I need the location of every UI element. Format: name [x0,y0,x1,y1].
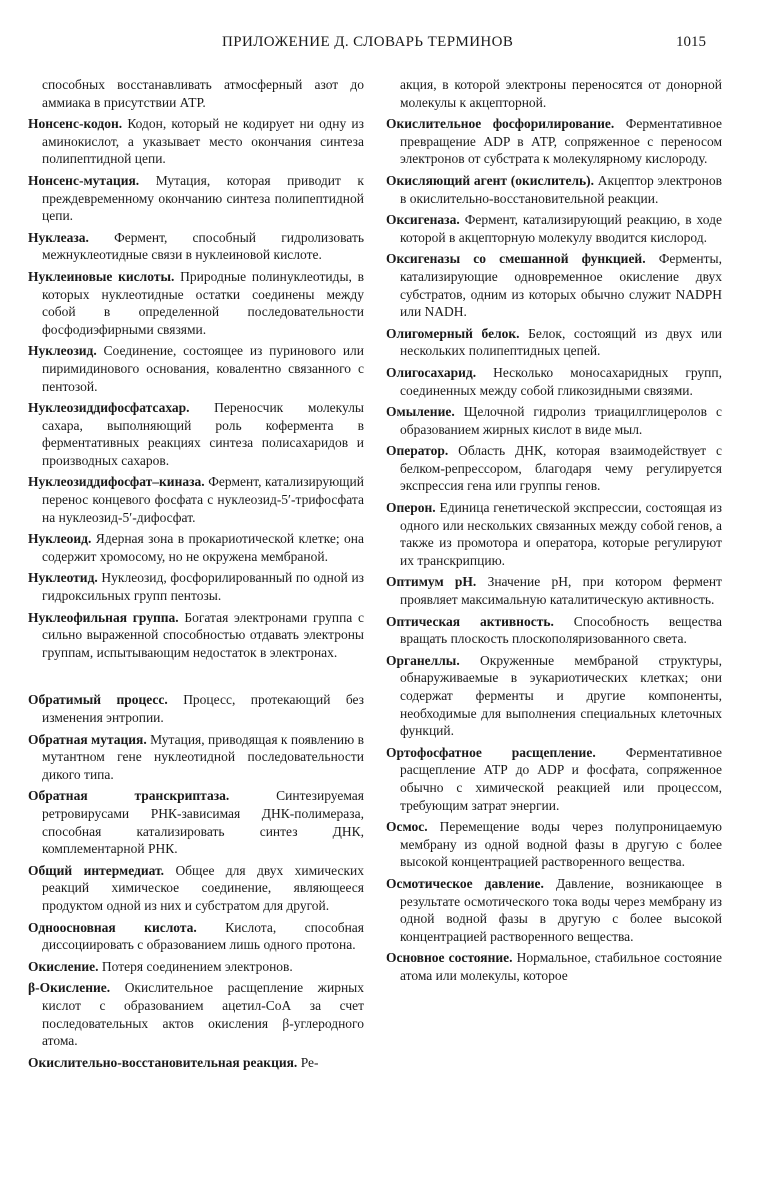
glossary-term: Обратная транскриптаза. [28,788,230,804]
glossary-term: Оперон. [386,500,436,516]
glossary-definition: акция, в которой электроны переносятся от донорной молекулы к акцепторной. [400,77,722,110]
glossary-entry [386,325,722,360]
glossary-definition: Ре- [300,1054,319,1070]
glossary-definition: Переносчик молекулы сахара, выполняющий роль кофермента в ферментативных реакциях синтеза полисахаридов и производных сахаров. [42,400,364,468]
glossary-term: Ортофосфатное расщепление. [386,744,596,760]
glossary-term: Олигомерный белок. [386,325,520,341]
glossary-definition: Ферментативное превращение ADP в АТР, сопряженное с переносом электронов от субстрата к молекулярному кислороду. [400,116,722,167]
glossary-definition: Ядерная зона в прокариотической клетке; она содержит хромосому, но не окружена мембраной. [42,531,364,564]
glossary-term: Нонсенс-кодон. [28,116,123,132]
glossary-entry [386,818,722,871]
glossary-entry [28,115,364,168]
glossary-term: Окисляющий агент (окислитель). [386,172,595,188]
glossary-entry [28,229,364,264]
glossary-term: Окислительное фосфорилирование. [386,116,615,132]
glossary-term: Оксигеназа. [386,212,460,228]
glossary-entry [28,172,364,225]
glossary-entry [28,342,364,395]
glossary-definition: Процесс, протекающий без изменения энтропии. [42,692,365,725]
glossary-entry-continued [28,76,364,111]
glossary-term: Нонсенс-мутация. [28,172,140,188]
glossary-definition: Ферменты, катализирующие одновременное окисление двух субстратов, одним из которых обычно служит NADPH или NADH. [400,251,722,320]
page-number: 1015 [676,34,706,50]
glossary-entry [28,979,364,1049]
glossary-term: Основное состояние. [386,950,513,966]
glossary-term: Нуклеозиддифосфатсахар. [28,400,190,416]
glossary-term: Нуклеотид. [28,570,98,586]
glossary-definition: Щелочной гидролиз триацилглицеролов с образованием жирных кислот в виде мыл. [400,404,723,437]
glossary-term: Нуклеоид. [28,531,92,547]
glossary-term: Оператор. [386,443,449,459]
glossary-term: Оптимум рН. [386,574,477,590]
glossary-definition: Давление, возникающее в результате осмотического тока воды через мембрану из одной водной фазы в другую с более высокой концентрацией растворенного вещества. [400,875,723,944]
glossary-definition: Область ДНК, которая взаимодействует с белком-репрессором, благодаря чему регулируется экспрессия гена или группы генов. [400,443,723,494]
right-column [386,76,722,989]
glossary-definition: способных восстанавливать атмосферный азот до аммиака в присутствии АТР. [42,77,364,110]
glossary-definition: Фермент, катализирующий перенос концевого фосфата с нуклеозид-5′-трифосфата на нуклеозид-5′-дифосфат. [42,474,365,525]
glossary-term: Общий интермедиат. [28,862,165,878]
glossary-term: Олигосахарид. [386,364,477,380]
glossary-term: Органеллы. [386,652,460,668]
glossary-term: Оптическая активность. [386,613,554,629]
glossary-definition: Соединение, состоящее из пуринового или пиримидинового основания, ковалентно связанного с пентозой. [42,343,365,394]
glossary-definition: Нуклеозид, фосфорилированный по одной из гидроксильных групп пентозы. [42,570,365,604]
glossary-term: Нуклеозид. [28,343,97,359]
glossary-term: Нуклеиновые кислоты. [28,268,175,284]
glossary-definition: Способность вещества вращать плоскость плоскополяризованного света. [400,613,722,647]
glossary-definition: Окислительное расщепление жирных кислот с образованием ацетил-СоА за счет последовательных актов окисления β-углеродного атома. [42,980,365,1049]
glossary-definition: Мутация, приводящая к появлению в мутантном гене нуклеотидной последовательности дикого типа. [42,731,364,782]
glossary-term: Осмотическое давление. [386,875,544,891]
glossary-term: Окислительно-восстановительная реакция. [28,1054,298,1070]
glossary-definition: Потеря соединением электронов. [101,958,293,974]
glossary-entry [28,787,364,857]
glossary-entry [386,652,722,740]
glossary-definition: Кислота, способная диссоциировать с образованием лишь одного протона. [42,919,364,953]
glossary-entry [28,530,364,565]
glossary-entry [386,250,722,320]
glossary-definition: Нормальное, стабильное состояние атома или молекулы, которое [400,950,723,983]
left-column [28,76,364,1075]
glossary-definition: Акцептор электронов в окислительно-восстановительной реакции. [400,172,723,206]
glossary-entry [28,919,364,954]
glossary-entry [386,172,722,207]
glossary-entry [28,731,364,784]
glossary-term: Осмос. [386,819,428,835]
glossary-definition: Богатая электронами группа с сильно выраженной способностью отдавать электроны группам, испытывающим недостаток в электронах. [42,609,365,660]
glossary-entry [28,569,364,604]
glossary-definition: Фермент, катализирующий реакцию, в ходе которой в акцепторную молекулу вводится кислород. [400,212,722,245]
glossary-definition: Мутация, которая приводит к преждевременному окончанию синтеза полипептидной цепи. [42,172,364,224]
glossary-entry [386,442,722,495]
glossary-definition: Синтезируемая ретровирусами РНК-зависимая ДНК-полимераза, способная катализировать синтез ДНК, комплементарной РНК. [42,788,364,857]
glossary-entry [28,609,364,662]
glossary-entry [386,364,722,399]
glossary-entry [28,691,364,726]
glossary-entry [386,875,722,945]
glossary-definition: Перемещение воды через полупроницаемую мембрану из одной водной фазы в другую с более высокой концентрацией растворенного вещества. [400,819,722,870]
glossary-definition: Кодон, который не кодирует ни одну из аминокислот, а указывает место окончания синтеза полипептидной цепи. [42,116,364,167]
page-header [0,34,773,58]
glossary-term: Обратимый процесс. [28,692,168,708]
glossary-definition: Единица генетической экспрессии, состоящая из одного или нескольких связанных между собой генов, а также из промотора и оператора, которые регулируют их транскрипцию. [400,500,722,568]
glossary-term: Нуклеаза. [28,229,89,245]
glossary-entry [28,268,364,338]
glossary-entry [386,211,722,246]
glossary-entry [386,573,722,608]
glossary-term: Нуклеозиддифосфат–киназа. [28,474,205,490]
glossary-definition: Белок, состоящий из двух или нескольких полипептидных цепей. [400,325,723,359]
glossary-term: Обратная мутация. [28,731,147,747]
glossary-term: Окисление. [28,958,99,974]
running-title: ПРИЛОЖЕНИЕ Д. СЛОВАРЬ ТЕРМИНОВ [222,34,514,50]
glossary-definition: Природные полинуклеотиды, в которых нуклеотидные остатки соединены между собой в определенной последовательности фосфодиэфирными связями. [42,268,364,337]
glossary-entry [28,958,364,976]
glossary-entry [28,399,364,469]
glossary-definition: Значение рН, при котором фермент проявляет максимальную каталитическую активность. [400,574,722,608]
glossary-entry [386,744,722,814]
glossary-entry [386,499,722,569]
glossary-definition: Окруженные мембраной структуры, обнаруживаемые в эукариотических клетках; они содержат ферменты и другие компоненты, необходимые для выполнения специальных клеточных функций. [400,652,722,739]
glossary-entry [28,1054,364,1072]
glossary-entry [28,473,364,526]
glossary-entry [28,862,364,915]
glossary-entry [386,949,722,984]
glossary-term: Одноосновная кислота. [28,919,197,935]
glossary-entry [386,613,722,648]
glossary-term: Оксигеназы со смешанной функцией. [386,251,646,267]
glossary-definition: Фермент, способный гидролизовать межнуклеотидные связи в нуклеиновой кислоте. [42,229,365,263]
glossary-definition: Ферментативное расщепление АТР до ADP и фосфата, сопряженное обычно с химической реакцией или процессом, требующим затрат энергии. [400,744,722,813]
glossary-entry-continued [386,76,722,111]
glossary-definition: Общее для двух химических реакций химическое соединение, являющееся продуктом одной из них и субстратом для другой. [42,862,365,913]
glossary-entry [386,115,722,168]
section-gap [28,665,364,691]
glossary-term: Омыление. [386,404,455,420]
glossary-entry [386,403,722,438]
glossary-term: Нуклеофильная группа. [28,609,179,625]
glossary-term: β-Окисление. [28,980,111,996]
glossary-definition: Несколько моносахаридных групп, соединенных между собой гликозидными связями. [400,364,722,398]
